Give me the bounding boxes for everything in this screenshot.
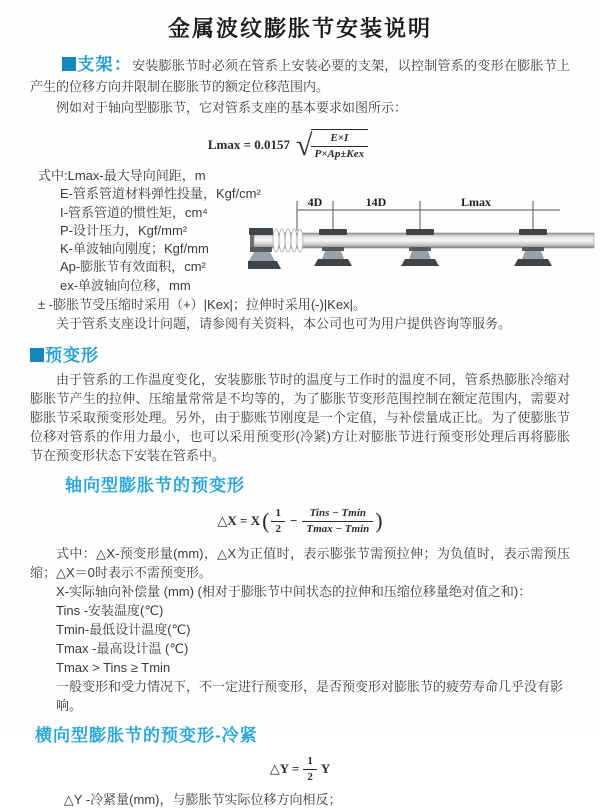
lmax-formula-prefix: Lmax = 0.0157 bbox=[207, 137, 291, 152]
support-intro-text: 安装膨胀节时必须在管系上安装必要的支架，以控制管系的变形在膨胀节上产生的位移方向并限制在膨胀节的额定位移范围内。 bbox=[30, 58, 570, 94]
predeform-section-heading bbox=[30, 341, 570, 366]
one-half-fraction bbox=[271, 506, 285, 536]
temperature-line: Tins -安装温度(℃) bbox=[56, 603, 164, 618]
close-paren: ) bbox=[375, 508, 383, 533]
lmax-fraction bbox=[311, 129, 369, 161]
lateral-explain-line: △Y -冷紧量(mm)，与膨胀节实际位移方向相反； bbox=[63, 792, 342, 807]
support-section-heading bbox=[62, 55, 132, 74]
minus-operator: − bbox=[289, 513, 298, 528]
lmax-formula bbox=[18, 127, 558, 163]
support-paragraph bbox=[30, 54, 570, 97]
dim-label-14d: 14D bbox=[365, 195, 387, 209]
axial-formula bbox=[30, 502, 570, 540]
definition-item: 式中:Lmax-最大导向间距，m bbox=[38, 168, 206, 183]
pipe bbox=[254, 233, 594, 248]
temp-denominator: Tmax − Tmin bbox=[306, 522, 370, 535]
bellows bbox=[273, 229, 303, 252]
dim-label-4d: 4D bbox=[307, 195, 323, 209]
radical-sign: √ bbox=[296, 128, 313, 162]
support-example-line: 例如对于轴向型膨胀节，它对管系支座的基本要求如图所示： bbox=[56, 100, 408, 115]
predeform-paragraph: 由于管系的工作温度变化，安装膨胀节时的温度与工作时的温度不同，管系热膨胀冷缩对膨胀节产生的拉伸、压缩量常常是不均等的，为了膨胀节变形范围控制在额定范围内，需要对膨胀节采取预变形处理。另外，由于膨账节刚度是一个定值，与补偿量成正比。为了使膨胀节位移对管系的作用力最小，也可以采用预变形(冷紧)方让对膨胀节进行预变形处理后再将膨胀节在预变形状态下安装在管系中。 bbox=[30, 372, 570, 463]
definition-item: E-管系管道材料弹性投量，Kgf/cm² bbox=[60, 186, 261, 202]
lmax-fraction-numerator: E×I bbox=[311, 131, 369, 146]
pipe-support-diagram-svg bbox=[248, 195, 600, 295]
lateral-formula-prefix: △Y = bbox=[269, 761, 300, 776]
definition-item: ex-单波轴向位移，mm bbox=[60, 277, 191, 293]
lateral-formula-suffix: Y bbox=[320, 761, 331, 776]
blue-square-icon bbox=[62, 57, 76, 71]
lateral-subsection-heading: 横向型膨胀节的预变形-冷紧 bbox=[35, 726, 258, 745]
blue-square-icon bbox=[30, 348, 44, 362]
sqrt-expression bbox=[296, 129, 368, 161]
page-title: 金属波纹膨胀节安装说明 bbox=[167, 16, 432, 41]
axial-formula-prefix: △X = X bbox=[217, 513, 261, 528]
axial-subsection-heading: 轴向型膨胀节的预变形 bbox=[65, 476, 245, 495]
temperature-line: Tmax -最高设计温 (℃) bbox=[56, 641, 189, 656]
temperature-inequality: Tmax > Tins ≥ Tmin bbox=[56, 660, 171, 675]
temperature-line: Tmin-最低设计温度(℃) bbox=[56, 622, 191, 637]
half-denominator: 2 bbox=[275, 522, 281, 535]
definitions-and-diagram bbox=[30, 167, 570, 295]
lmax-fraction-denominator: P×Ap±Kex bbox=[314, 147, 365, 160]
half-numerator: 1 bbox=[271, 506, 285, 521]
definition-item: K-单波轴向刚度；Kgf/mm bbox=[60, 241, 209, 257]
dimension-lines bbox=[297, 201, 560, 231]
consult-line: 关于管系支座设计问题，请参阅有关资料，本公司也可为用户提供咨询等服务。 bbox=[56, 316, 512, 331]
pipe-support-diagram bbox=[248, 195, 600, 295]
axial-note-line: 一般变形和受力情况下，不一定进行预变形，是否预变形对膨胀节的疲劳寿命几乎没有影响。 bbox=[56, 679, 564, 713]
dim-label-lmax: Lmax bbox=[461, 195, 491, 209]
definition-item: P-设计压力，Kgf/mm² bbox=[60, 222, 188, 238]
definition-item: I-管系管道的惯性矩，cm⁴ bbox=[60, 204, 208, 220]
support-heading-label: 支架： bbox=[77, 55, 133, 74]
half-numerator: 1 bbox=[303, 754, 317, 769]
temp-numerator: Tins − Tmin bbox=[302, 506, 373, 521]
open-paren: ( bbox=[262, 508, 270, 533]
axial-explain-paragraph: 式中：△X-预变形量(mm)，△X为正值时，表示膨张节需预拉伸；为负值时，表示需预压缩；△X＝0时表示不需预变形。 bbox=[30, 546, 570, 580]
x-definition-line: X-实际轴向补偿量 (mm) (相对于膨胀节中间状态的拉伸和压缩位移量绝对值之和)： bbox=[56, 584, 532, 599]
lateral-formula bbox=[30, 754, 570, 784]
temperature-fraction bbox=[302, 506, 373, 536]
plusminus-note-line: ± -膨胀节受压缩时采用（+）|Kex|；拉伸时采用(-)|Kex|。 bbox=[38, 297, 366, 312]
one-half-fraction bbox=[303, 754, 317, 784]
half-denominator: 2 bbox=[307, 770, 313, 783]
predeform-heading-label: 预变形 bbox=[45, 346, 99, 365]
definition-item: Ap-膨胀节有效面积，cm² bbox=[60, 259, 206, 275]
